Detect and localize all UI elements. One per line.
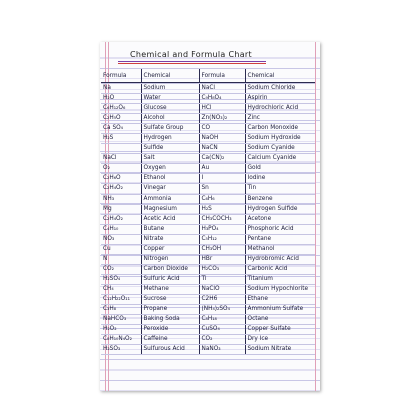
formula-cell: H₂SO₄ bbox=[101, 274, 141, 284]
formula-cell: Cu bbox=[101, 244, 141, 254]
formula-cell: H₂O₂ bbox=[101, 325, 141, 335]
table-row bbox=[101, 174, 315, 184]
formula-cell: Na bbox=[101, 84, 141, 94]
chemical-cell: Sodium Hypochlorite bbox=[245, 284, 315, 294]
table-row bbox=[101, 144, 315, 154]
chemical-cell: Vinegar bbox=[141, 184, 199, 194]
header-chemical-2: Chemical bbox=[245, 69, 315, 84]
formula-cell: CH₃OH bbox=[199, 244, 245, 254]
chemical-cell: Acetic Acid bbox=[141, 214, 199, 224]
formula-cell: C₂H₆O bbox=[101, 174, 141, 184]
formula-cell: C₁₂H₂₂O₁₁ bbox=[101, 294, 141, 304]
formula-cell: HBr bbox=[199, 254, 245, 264]
formula-cell: H₂CO₃ bbox=[199, 264, 245, 274]
formula-cell: C₅H₁₂ bbox=[199, 234, 245, 244]
chemical-cell: Sodium Cyanide bbox=[245, 144, 315, 154]
formula-cell: C₂H₄O₂ bbox=[101, 184, 141, 194]
chemical-cell: Pentane bbox=[245, 234, 315, 244]
table-row bbox=[101, 325, 315, 335]
table-row bbox=[101, 274, 315, 284]
formula-cell: Zn(NO₃)₂ bbox=[199, 114, 245, 124]
table-row bbox=[101, 94, 315, 104]
formula-cell: NaHCO₃ bbox=[101, 315, 141, 325]
formula-cell: NaCl bbox=[101, 154, 141, 164]
chemical-cell: Baking Soda bbox=[141, 315, 199, 325]
formula-cell: NO₃ bbox=[101, 234, 141, 244]
table-row bbox=[101, 294, 315, 304]
chemical-cell: Phosphoric Acid bbox=[245, 224, 315, 234]
formula-cell: (NH₄)₂SO₄ bbox=[199, 305, 245, 315]
formula-cell: Ti bbox=[199, 274, 245, 284]
table-row bbox=[101, 164, 315, 174]
formula-cell: C₈H₁₀N₄O₂ bbox=[101, 335, 141, 345]
chemical-cell: Sulfurous Acid bbox=[141, 345, 199, 355]
header-chemical-1: Chemical bbox=[141, 69, 199, 84]
table-row bbox=[101, 284, 315, 294]
table-row bbox=[101, 305, 315, 315]
formula-cell: H₂SO₃ bbox=[101, 345, 141, 355]
table-body bbox=[101, 84, 315, 355]
table-row bbox=[101, 134, 315, 144]
table-row bbox=[101, 124, 315, 134]
formula-cell: Ca(CN)₂ bbox=[199, 154, 245, 164]
header-formula-1: Formula bbox=[101, 69, 141, 84]
header-underline bbox=[101, 82, 315, 83]
chemical-cell: Ammonium Sulfate bbox=[245, 305, 315, 315]
chemical-cell: Salt bbox=[141, 154, 199, 164]
formula-cell: HCl bbox=[199, 104, 245, 114]
chemical-cell: Sodium Hydroxide bbox=[245, 134, 315, 144]
table-row bbox=[101, 234, 315, 244]
title-underline-purple bbox=[118, 61, 266, 62]
formula-cell: CO₂ bbox=[199, 335, 245, 345]
chemical-cell: Hydrogen bbox=[141, 134, 199, 144]
formula-cell: C₉H₈O₄ bbox=[199, 94, 245, 104]
table-row bbox=[101, 114, 315, 124]
formula-cell: C₄H₁₀ bbox=[101, 224, 141, 234]
formula-cell: CH₃COCH₃ bbox=[199, 214, 245, 224]
chemical-cell: Magnesium bbox=[141, 204, 199, 214]
formula-cell: NaClO bbox=[199, 284, 245, 294]
chemical-cell: Ethane bbox=[245, 294, 315, 304]
chemical-cell: Gold bbox=[245, 164, 315, 174]
chemical-cell: Methanol bbox=[245, 244, 315, 254]
formula-cell: CH₄ bbox=[101, 284, 141, 294]
table-row bbox=[101, 154, 315, 164]
formula-cell: Mg bbox=[101, 204, 141, 214]
table-row bbox=[101, 264, 315, 274]
formula-table bbox=[101, 69, 315, 355]
chemical-cell: Carbon Dioxide bbox=[141, 264, 199, 274]
chemical-cell: Water bbox=[141, 94, 199, 104]
table-row bbox=[101, 224, 315, 234]
formula-cell: NH₃ bbox=[101, 194, 141, 204]
chemical-cell: Carbonic Acid bbox=[245, 264, 315, 274]
formula-cell: NaCN bbox=[199, 144, 245, 154]
chemical-cell: Sodium Chloride bbox=[245, 84, 315, 94]
chemical-cell: Iodine bbox=[245, 174, 315, 184]
formula-cell: H₃PO₄ bbox=[199, 224, 245, 234]
table-row bbox=[101, 204, 315, 214]
chemical-cell: Zinc bbox=[245, 114, 315, 124]
table-row bbox=[101, 254, 315, 264]
formula-cell: Au bbox=[199, 164, 245, 174]
chemical-cell: Titanium bbox=[245, 274, 315, 284]
chemical-cell: Ethanol bbox=[141, 174, 199, 184]
table-row bbox=[101, 184, 315, 194]
chemical-cell: Nitrate bbox=[141, 234, 199, 244]
header-formula-2: Formula bbox=[199, 69, 245, 84]
chemical-cell: Hydrogen Sulfide bbox=[245, 204, 315, 214]
chemical-cell: Copper bbox=[141, 244, 199, 254]
table-row bbox=[101, 335, 315, 345]
formula-cell: N bbox=[101, 254, 141, 264]
table-row bbox=[101, 345, 315, 355]
chemical-cell: Methane bbox=[141, 284, 199, 294]
margin-line-right bbox=[315, 42, 316, 391]
chemical-cell: Copper Sulfate bbox=[245, 325, 315, 335]
formula-cell: H₂O bbox=[101, 94, 141, 104]
formula-cell: NaCl bbox=[199, 84, 245, 94]
chemical-cell: Aspirin bbox=[245, 94, 315, 104]
chemical-cell: Sodium Nitrate bbox=[245, 345, 315, 355]
formula-cell: CO bbox=[199, 124, 245, 134]
chemical-cell: Glucose bbox=[141, 104, 199, 114]
formula-cell bbox=[101, 144, 141, 154]
formula-cell: C₈H₁₈ bbox=[199, 315, 245, 325]
chemical-cell: Octane bbox=[245, 315, 315, 325]
chemical-cell: Caffeine bbox=[141, 335, 199, 345]
chemical-cell: Sodium bbox=[141, 84, 199, 94]
chemical-cell: Nitrogen bbox=[141, 254, 199, 264]
chemical-cell: Ammonia bbox=[141, 194, 199, 204]
formula-cell: H₂S bbox=[199, 204, 245, 214]
chemical-cell: Sulfuric Acid bbox=[141, 274, 199, 284]
formula-cell: C₆H₁₂O₆ bbox=[101, 104, 141, 114]
table-row bbox=[101, 84, 315, 94]
chemical-cell: Acetone bbox=[245, 214, 315, 224]
formula-cell: Sn bbox=[199, 184, 245, 194]
table-row bbox=[101, 104, 315, 114]
chemical-cell: Propane bbox=[141, 305, 199, 315]
table-row bbox=[101, 194, 315, 204]
chart-title: Chemical and Formula Chart bbox=[130, 50, 252, 59]
formula-cell: C₂H₄O₂ bbox=[101, 214, 141, 224]
chemical-cell: Butane bbox=[141, 224, 199, 234]
table-row bbox=[101, 214, 315, 224]
chemical-cell: Calcium Cyanide bbox=[245, 154, 315, 164]
chemical-cell: Alcohol bbox=[141, 114, 199, 124]
table-row bbox=[101, 244, 315, 254]
formula-cell: H₂S bbox=[101, 134, 141, 144]
chemical-cell: Hydrobromic Acid bbox=[245, 254, 315, 264]
chart-paper bbox=[100, 42, 320, 391]
formula-cell: C₆H₆ bbox=[199, 194, 245, 204]
formula-cell: C₂H₅O bbox=[101, 114, 141, 124]
chemical-cell: Peroxide bbox=[141, 325, 199, 335]
formula-cell: C2H6 bbox=[199, 294, 245, 304]
table-row bbox=[101, 315, 315, 325]
chemical-cell: Carbon Monoxide bbox=[245, 124, 315, 134]
formula-cell: NaOH bbox=[199, 134, 245, 144]
chemical-cell: Sucrose bbox=[141, 294, 199, 304]
formula-cell: O₂ bbox=[101, 164, 141, 174]
chemical-cell: Benzene bbox=[245, 194, 315, 204]
chemical-cell: Dry Ice bbox=[245, 335, 315, 345]
chemical-cell: Hydrochloric Acid bbox=[245, 104, 315, 114]
formula-cell: CO₂ bbox=[101, 264, 141, 274]
formula-cell: CuSO₄ bbox=[199, 325, 245, 335]
formula-cell: C₃H₈ bbox=[101, 305, 141, 315]
chemical-cell: Sulfate Group bbox=[141, 124, 199, 134]
chemical-cell: Sulfide bbox=[141, 144, 199, 154]
title-underline-red bbox=[118, 63, 266, 64]
formula-cell: Ca SO₄ bbox=[101, 124, 141, 134]
formula-cell: NaNO₃ bbox=[199, 345, 245, 355]
chemical-cell: Tin bbox=[245, 184, 315, 194]
chemical-cell: Oxygen bbox=[141, 164, 199, 174]
formula-cell: I bbox=[199, 174, 245, 184]
